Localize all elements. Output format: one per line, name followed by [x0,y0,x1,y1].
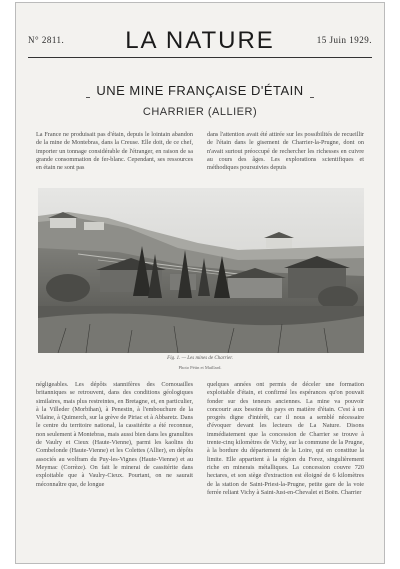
mine-photograph [38,188,364,353]
masthead [28,27,372,58]
intro-column-right: dans l'attention avait été attirée sur les possibilités de recueillir de l'étain dans le gisement de Charrier-la-Prugne, dont on n'avait surtout préoccupé de rechercher les richesses en cuivre au cours des âges. Les explorations scientifiques et méthodiques poursuivies depuis [207,131,364,172]
article-title-text: UNE MINE FRANÇAISE D'ÉTAIN [90,83,309,98]
body-column-right: quelques années ont permis de déceler une formation exploitable d'étain, et confirmé les espérances qu'on pouvait fonder sur des teneurs anciennes. La mine va pouvoir concourir aux besoins du pays en matière d'étain. C'est à un progrès digne d'intérêt, car il nous a semblé nécessaire d'évoquer devant les lecteurs de La Nature. Disons immédiatement que la concession de Charrier se trouve à trente-cinq kilomètres de Vichy, sur la commune de la Prugne, à la bordure du département de la Loire, qui en constitue la limite. Elle appartient à la région du Forez, singulièrement riche en minerais métalliques. La concession couvre 720 hectares, et son siège d'extraction est éloigné de 6 kilomètres de la station de Saint-Priest-la-Prugne, petite gare de la voie ferrée reliant Vichy à Saint-Just-en-Chevalet et Boën. Charrier [207,381,364,496]
figure-caption: Fig. 1. — Les mines de Charrier. [167,356,233,361]
issue-date: 15 Juin 1929. [316,35,372,45]
figure-credit: Photo Pétin et Maillard. [178,365,222,370]
article-subtitle: CHARRIER (ALLIER) [142,106,258,118]
issue-number: N° 2811. [28,35,65,45]
landscape-illustration [38,188,364,353]
intro-columns [36,131,364,181]
journal-title: LA NATURE [125,27,275,54]
article-title [16,83,384,98]
body-columns [36,381,364,551]
body-column-left: négligeables. Les dépôts stannifères des Cornouailles britanniques se retrouvent, dans des conditions géologiques similaires, mais plus restreintes, en Bretagne, et, en particulier, à la Villeder (Morbihan), à Penestin, à l'embouchure de la Vilaine, à Quimerch, sur la grève de Piriac et à Abbaretz. Dans le centre du territoire national, la cassitérite a été reconnue, non seulement à Montebras, mais aussi bien dans les granulites de Vaulry et Cieux (Haute-Vienne), parmi les kaolins du Combelonde (Haute-Vienne) et les Colettes (Allier), en dépôts associés au wolfram du Puy-les-Vignes (Haute-Vienne) et au Meymac (Corrèze). On fait le minerai de cassitérite dans exploitable que à Vaulry-Cieux. Pourtant, on ne saurait méconnaître que, de longue [36,381,193,488]
journal-page [15,2,385,564]
intro-column-left: La France ne produisait pas d'étain, depuis le lointain abandon de la mine de Montebras, dans la Creuse. Elle doit, de ce chef, importer un tonnage considérable de l'étranger, en raison de sa grande consommation de fer-blanc. Cependant, ses ressources en étain ne sont pas [36,131,193,172]
